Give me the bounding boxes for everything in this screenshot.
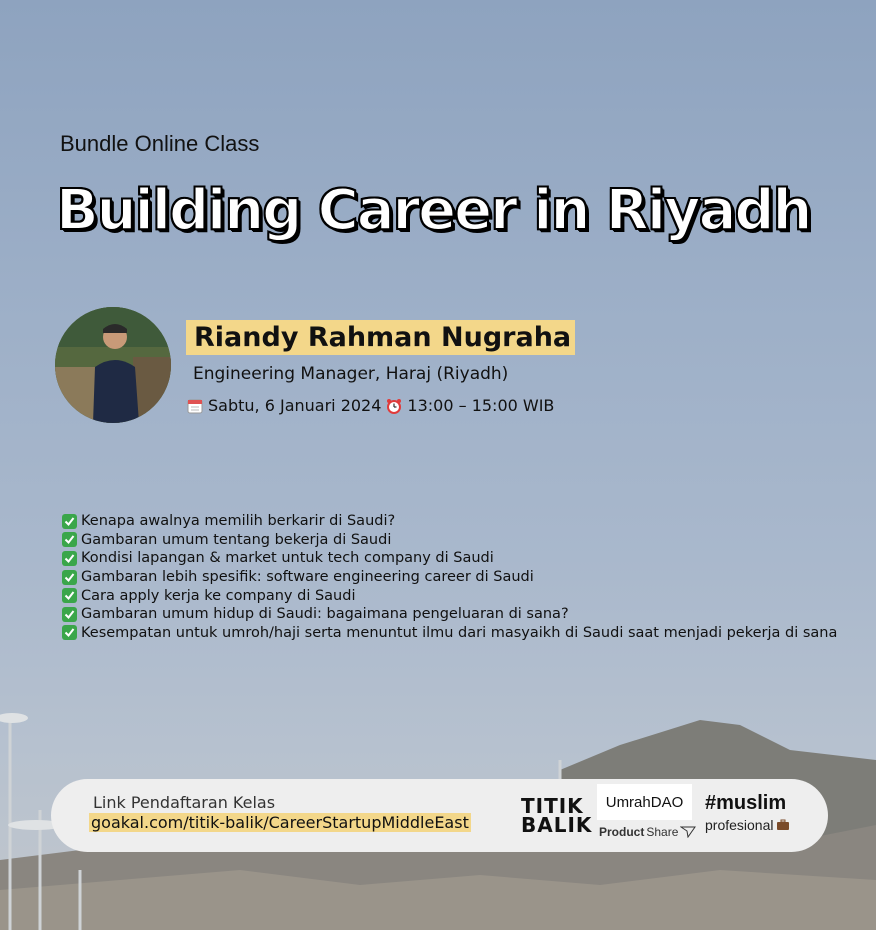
registration-footer: [51, 779, 828, 852]
list-item: Cara apply kerja ke company di Saudi: [62, 586, 837, 605]
registration-link[interactable]: goakal.com/titik-balik/CareerStartupMiddleEast: [91, 813, 469, 832]
check-mark-icon: [62, 625, 77, 640]
speaker-name: Riandy Rahman Nugraha: [186, 320, 575, 355]
check-mark-icon: [62, 570, 77, 585]
list-item: Kenapa awalnya memilih berkarir di Saudi?: [62, 512, 837, 531]
alarm-clock-icon: [385, 397, 403, 415]
check-mark-icon: [62, 588, 77, 603]
event-time: 13:00 – 15:00 WIB: [407, 396, 555, 415]
topic-list: [62, 512, 837, 642]
check-mark-icon: [62, 607, 77, 622]
class-subtitle: Bundle Online Class: [60, 131, 260, 156]
paper-plane-icon: [680, 826, 696, 838]
schedule-line: [186, 396, 554, 415]
page-title: Building Career in Riyadh: [56, 178, 811, 243]
list-item: Kesempatan untuk umroh/haji serta menuntut ilmu dari masyaikh di Saudi saat menjadi pekerja di sana: [62, 624, 837, 643]
muslim-profesional-logo-title: #muslim: [705, 792, 787, 814]
check-mark-icon: [62, 551, 77, 566]
briefcase-icon: [776, 819, 790, 831]
productshare-logo: Product Share: [599, 825, 696, 839]
muslim-profesional-logo-sub: profesional: [705, 817, 790, 833]
speaker-avatar: [55, 307, 171, 423]
event-date: Sabtu, 6 Januari 2024: [208, 396, 382, 415]
check-mark-icon: [62, 532, 77, 547]
calendar-icon: [186, 397, 204, 415]
list-item: Gambaran umum tentang bekerja di Saudi: [62, 531, 837, 550]
titik-balik-logo: TITIK BALIK: [521, 794, 593, 837]
list-item: Gambaran umum hidup di Saudi: bagaimana pengeluaran di sana?: [62, 605, 837, 624]
list-item: Gambaran lebih spesifik: software engineering career di Saudi: [62, 568, 837, 587]
umrahdao-logo: UmrahDAO: [597, 784, 692, 820]
registration-link-label: Link Pendaftaran Kelas: [93, 793, 276, 812]
list-item: Kondisi lapangan & market untuk tech company di Saudi: [62, 549, 837, 568]
speaker-role: Engineering Manager, Haraj (Riyadh): [193, 364, 509, 384]
check-mark-icon: [62, 514, 77, 529]
